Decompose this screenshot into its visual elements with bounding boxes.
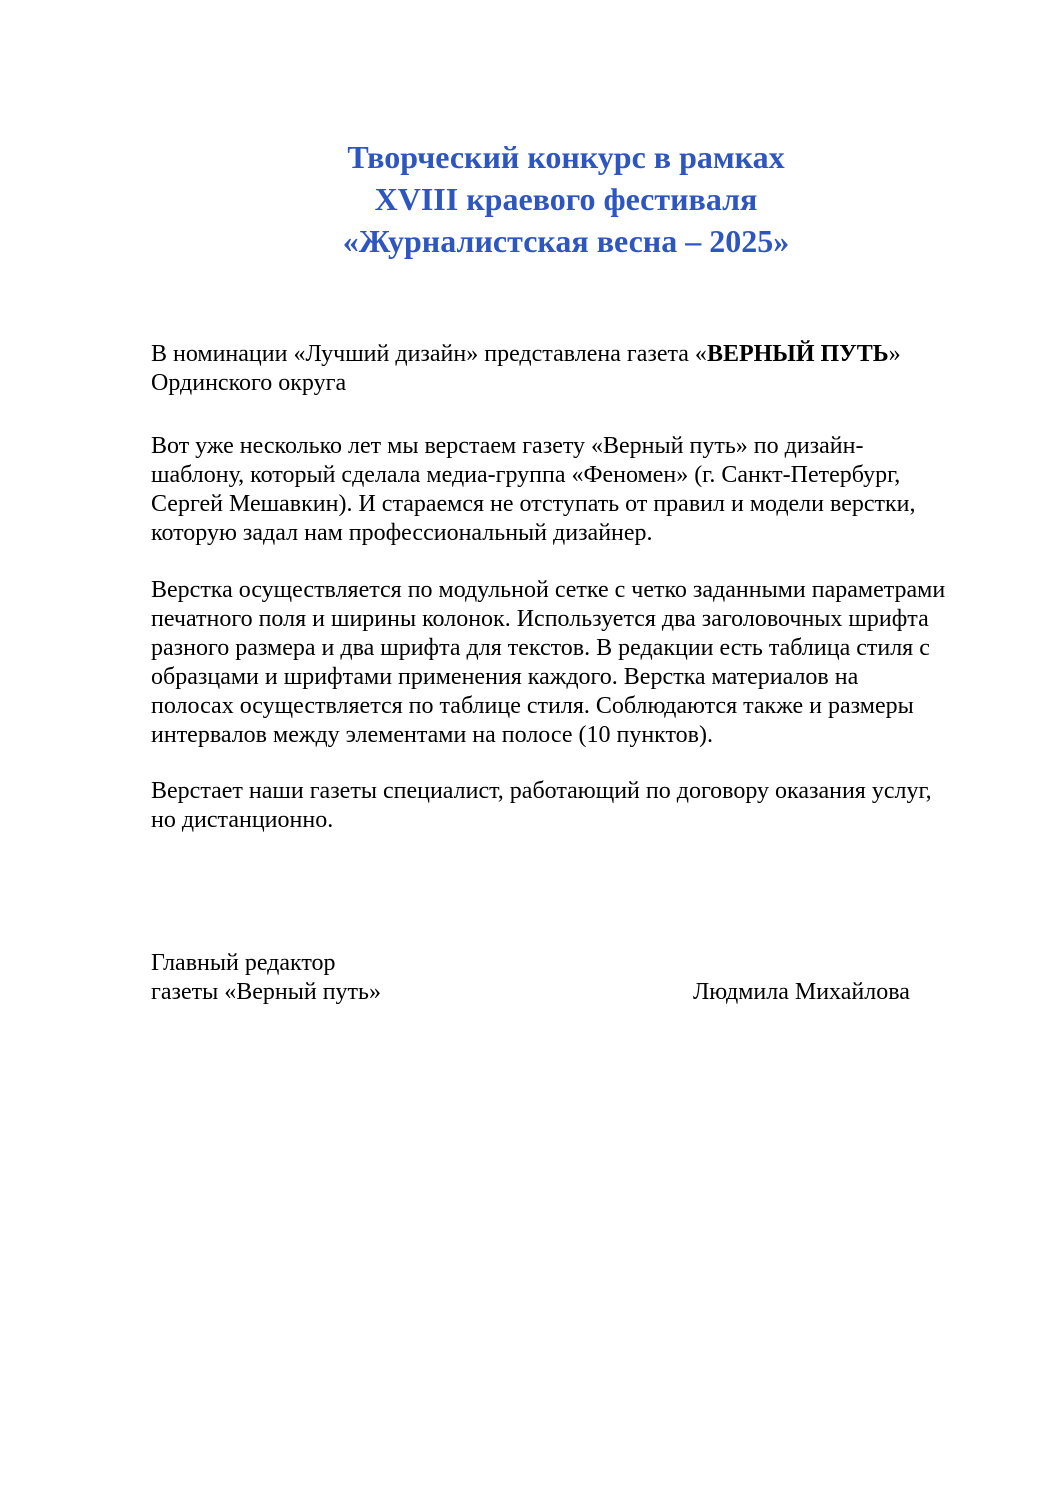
paragraph-line: печатного поля и ширины колонок. Используется два заголовочных шрифта: [151, 606, 929, 632]
signature-position-line-1: Главный редактор: [151, 950, 336, 976]
title-line-1: Творческий конкурс в рамках: [347, 139, 785, 175]
title-line-3: «Журналистская весна – 2025»: [342, 223, 790, 259]
paragraph-line: шаблону, который сделала медиа-группа «Феномен» (г. Санкт-Петербург,: [151, 462, 901, 488]
paragraph-line: Верстка осуществляется по модульной сетке с четко заданными параметрами: [151, 577, 946, 603]
paragraph-line: Верстает наши газеты специалист, работающий по договору оказания услуг,: [151, 778, 932, 804]
signature-position: [151, 949, 381, 1007]
nomination-line-1: [151, 340, 991, 369]
title-line-2: XVIII краевого фестиваля: [374, 181, 758, 217]
paragraph-line: Вот уже несколько лет мы верстаем газету «Верный путь» по дизайн-: [151, 433, 864, 459]
paragraph-line: Сергей Мешавкин). И стараемся не отступать от правил и модели верстки,: [151, 491, 916, 517]
nomination-paragraph: [151, 340, 991, 398]
paragraph-line: полосах осуществляется по таблице стиля. Соблюдаются также и размеры: [151, 693, 914, 719]
nomination-prefix: В номинации «Лучший дизайн» представлена газета «: [151, 341, 707, 367]
specialist-paragraph: [151, 777, 991, 835]
signature-position-line-2: газеты «Верный путь»: [151, 979, 381, 1005]
layout-grid-paragraph: [151, 576, 991, 750]
paragraph-line: но дистанционно.: [151, 807, 334, 833]
paragraph-line: интервалов между элементами на полосе (10 пунктов).: [151, 722, 714, 748]
document-title: [0, 136, 1058, 262]
design-template-paragraph: [151, 432, 991, 548]
paragraph-line: которую задал нам профессиональный дизайнер.: [151, 520, 653, 546]
nomination-suffix: »: [888, 341, 901, 367]
paragraph-line: образцами и шрифтами применения каждого. Верстка материалов на: [151, 664, 859, 690]
paragraph-line: разного размера и два шрифта для текстов. В редакции есть таблица стиля с: [151, 635, 930, 661]
nomination-line-2: Ординского округа: [151, 370, 347, 396]
newspaper-name: ВЕРНЫЙ ПУТЬ: [706, 341, 889, 367]
signature-name: Людмила Михайлова: [693, 979, 910, 1005]
